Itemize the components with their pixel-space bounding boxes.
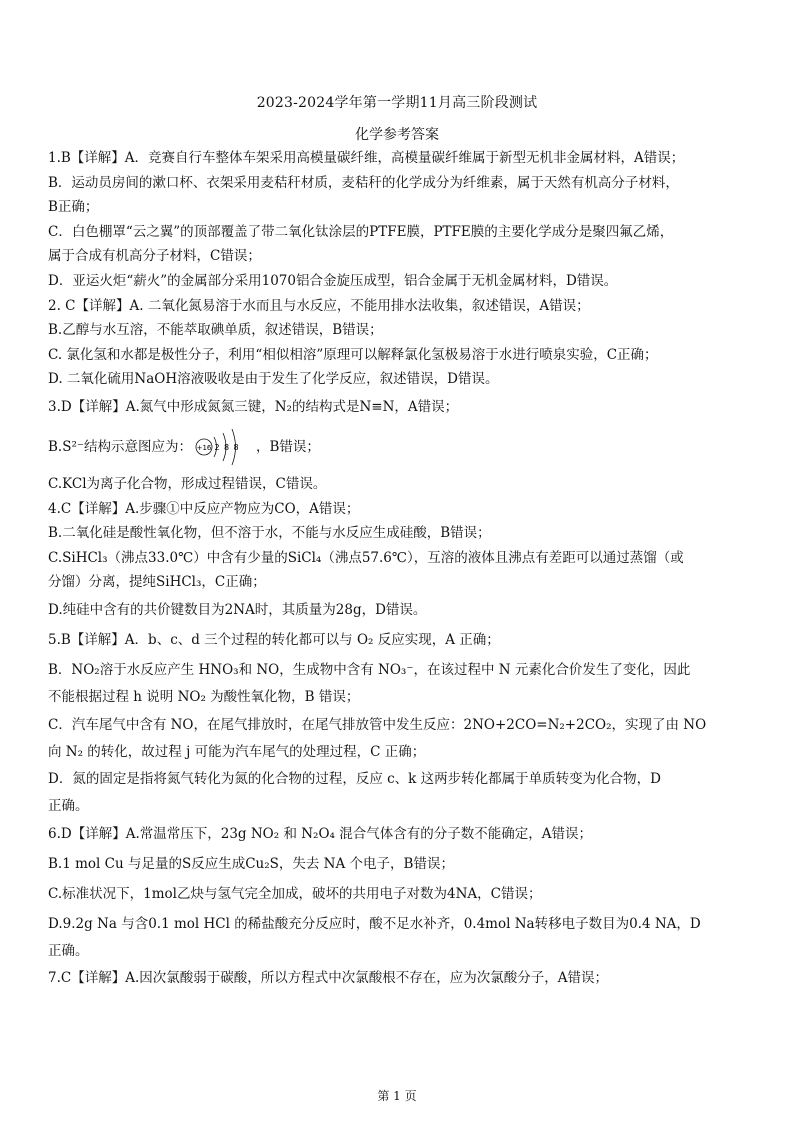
text-line: D.纯硅中含有的共价键数目为2NA时，其质量为28g，D错误。 bbox=[48, 601, 427, 618]
text-line: B正确； bbox=[48, 199, 99, 216]
text-line: 3.D【详解】A.氮气中形成氮氮三键，N₂的结构式是N≡N，A错误； bbox=[48, 398, 459, 415]
text-line: D. 二氧化硫用NaOH溶液吸收是由于发生了化学反应，叙述错误，D错误。 bbox=[48, 371, 499, 388]
s2-structure-line bbox=[48, 422, 748, 472]
text-line: 正确。 bbox=[48, 942, 89, 959]
text-line: 向 N₂ 的转化，故过程 j 可能为汽车尾气的处理过程，C 正确； bbox=[48, 743, 426, 760]
text-line: C．白色棚罩“云之翼”的顶部覆盖了带二氧化钛涂层的PTFE膜，PTFE膜的主要化学成分是聚四氟乙烯， bbox=[48, 223, 674, 240]
text-line: 5.B【详解】A．b、c、d 三个过程的转化都可以与 O₂ 反应实现，A 正确； bbox=[48, 631, 500, 648]
text-line: B.乙醇与水互溶，不能萃取碘单质，叙述错误，B错误； bbox=[48, 322, 383, 339]
text-line: 1.B【详解】A．竞赛自行车整体车架采用高模量碳纤维，高模量碳纤维属于新型无机非金属材料，A错误； bbox=[48, 150, 685, 166]
answer-body bbox=[48, 146, 748, 993]
text-line: 4.C【详解】A.步骤①中反应产物应为CO，A错误； bbox=[48, 500, 360, 517]
text-segment: B.S²⁻结构示意图应为： bbox=[48, 438, 192, 455]
shell-count: 8 bbox=[223, 443, 230, 453]
text-segment: ，B错误； bbox=[256, 438, 320, 455]
nucleus-label: +16 bbox=[196, 444, 212, 453]
text-line: D．氮的固定是指将氮气转化为氮的化合物的过程，反应 c、k 这两步转化都属于单质转变为化合物，D bbox=[48, 771, 661, 788]
text-line: 属于合成有机高分子材料，C错误； bbox=[48, 248, 261, 265]
text-line: D．亚运火炬“薪火”的金属部分采用1070铝合金旋压成型，铝合金属于无机金属材料，D错误。 bbox=[48, 272, 618, 289]
page-subtitle: 化学参考答案 bbox=[355, 127, 439, 143]
text-line: 不能根据过程 h 说明 NO₂ 为酸性氧化物，B 错误； bbox=[48, 688, 360, 705]
text-line: 2. C【详解】A. 二氧化氮易溶于水而且与水反应，不能用排水法收集，叙述错误，A错误； bbox=[48, 297, 590, 314]
text-line: B.1 mol Cu 与足量的S反应生成Cu₂S，失去 NA 个电子，B错误； bbox=[48, 855, 454, 872]
text-line: D.9.2g Na 与含0.1 mol HCl 的稀盐酸充分反应时，酸不足水补齐，0.4mol Na转移电子数目为0.4 NA，D bbox=[48, 915, 701, 932]
text-line: 7.C【详解】A.因次氯酸弱于碳酸，所以方程式中次氯酸根不存在，应为次氯酸分子，A错误； bbox=[48, 970, 608, 987]
text-line: 6.D【详解】A.常温常压下，23g NO₂ 和 N₂O₄ 混合气体含有的分子数不能确定，A错误； bbox=[48, 825, 592, 842]
page-title: 2023-2024学年第一学期11月高三阶段测试 bbox=[256, 95, 538, 111]
sulfide-ion-structure-diagram bbox=[192, 425, 256, 469]
text-line: B．运动员房间的漱口杯、衣架采用麦秸秆材质，麦秸秆的化学成分为纤维素，属于天然有机高分子材料， bbox=[48, 174, 679, 191]
text-line: C.KCl为离子化合物，形成过程错误，C错误。 bbox=[48, 475, 327, 492]
text-line: C. 氯化氢和水都是极性分子，利用“相似相溶”原理可以解释氯化氢极易溶于水进行喷泉实验，C正确； bbox=[48, 346, 658, 363]
text-line: 正确。 bbox=[48, 798, 89, 815]
text-line: C.SiHCl₃（沸点33.0℃）中含有少量的SiCl₄（沸点57.6℃），互溶的液体且沸点有差距可以通过蒸馏（或 bbox=[48, 549, 684, 566]
shell-count: 8 bbox=[233, 443, 239, 453]
text-line: C．汽车尾气中含有 NO，在尾气排放时，在尾气排放管中发生反应：2NO+2CO=N₂+2CO₂，实现了由 NO bbox=[48, 716, 707, 733]
shell-count: 2 bbox=[214, 443, 220, 453]
page-number: 第 1 页 bbox=[377, 1089, 417, 1103]
text-line: B．NO₂溶于水反应产生 HNO₃和 NO，生成物中含有 NO₃⁻，在该过程中 N 元素化合价发生了变化，因此 bbox=[48, 661, 691, 678]
text-line: B.二氧化硅是酸性氧化物，但不溶于水，不能与水反应生成硅酸，B错误； bbox=[48, 525, 491, 542]
text-line: 分馏）分离，提纯SiHCl₃，C正确； bbox=[48, 574, 266, 591]
text-line: C.标准状况下，1mol乙炔与氢气完全加成，破坏的共用电子对数为4NA，C错误； bbox=[48, 885, 542, 902]
